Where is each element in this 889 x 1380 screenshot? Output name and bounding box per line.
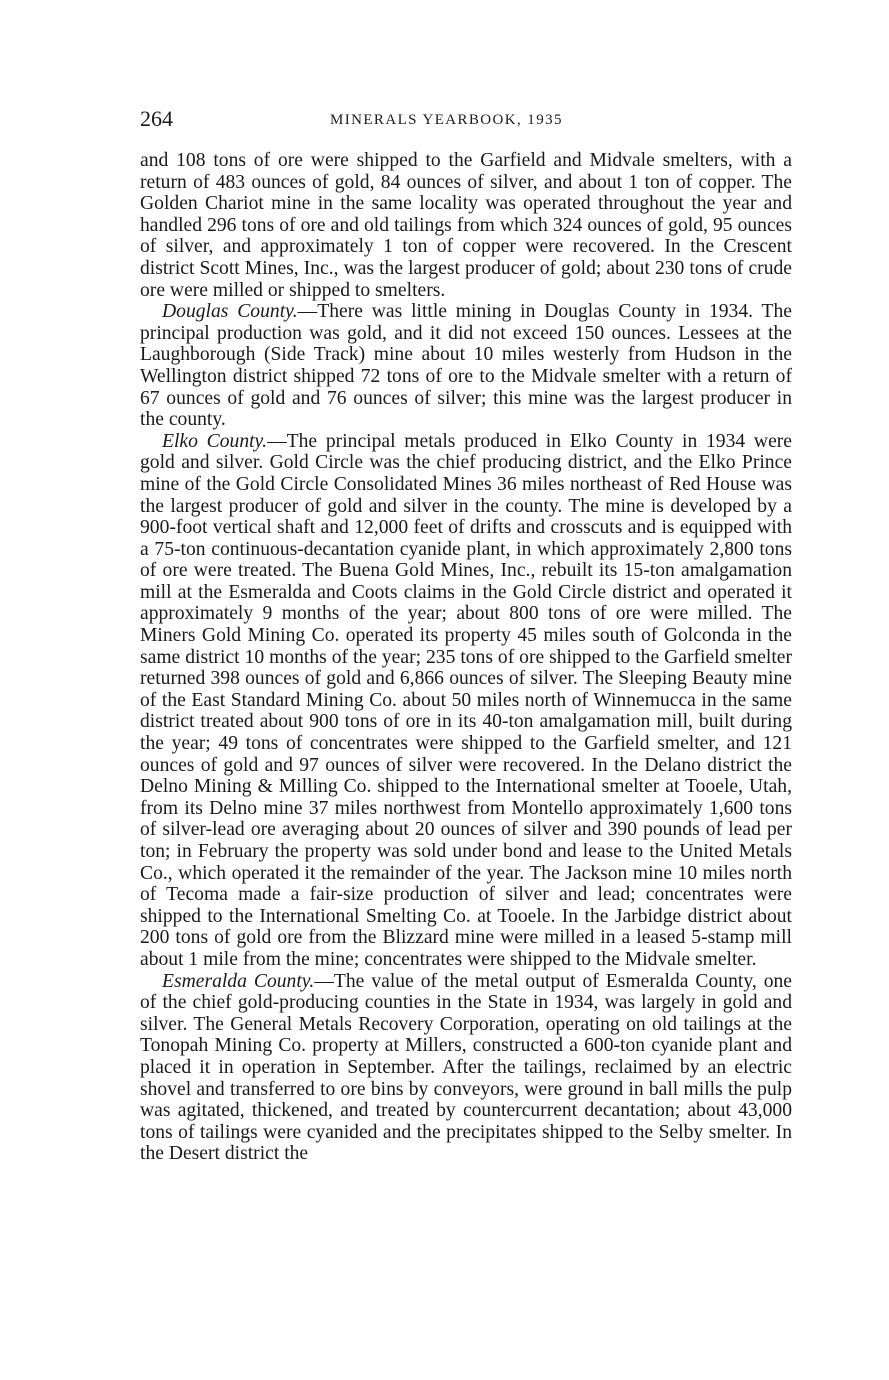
page-number: 264 (140, 106, 173, 131)
paragraph-text: —The value of the metal output of Esmeralda County, one of the chief gold-producing counties in the State in 1934, was largely in gold and silver. The General Metals Recovery Corporation, operating on old tailings at the Tonopah Mining Co. property at Millers, constructed a 600-ton cyanide plant and placed it in operation in September. After the tailings, reclaimed by an electric shovel and transferred to ore bins by conveyors, were ground in ball mills the pulp was agitated, thickened, and treated by countercurrent decantation; about 43,000 tons of tailings were cyanided and the precipitates shipped to the Selby smelter. In the Desert district the (140, 970, 792, 1165)
county-heading: Elko County. (162, 430, 268, 452)
paragraph-text: —There was little mining in Douglas County in 1934. The principal production was gold, and it did not exceed 150 ounces. Lessees at the Laughborough (Side Track) mine about 10 miles westerly from Hudson in the Wellington district shipped 72 tons of ore to the Midvale smelter with a return of 67 ounces of gold and 76 ounces of silver; this mine was the largest producer in the county. (140, 301, 792, 431)
paragraph-douglas-county (140, 301, 792, 431)
paragraph-text: —The principal metals produced in Elko County in 1934 were gold and silver. Gold Circle was the chief producing district, and the Elko Prince mine of the Gold Circle Consolidated Mines 36 miles northeast of Red House was the largest producer of gold and silver in the county. The mine is developed by a 900-foot vertical shaft and 12,000 feet of drifts and crosscuts and is equipped with a 75-ton continuous-decantation cyanide plant, in which approximately 2,800 tons of ore were treated. The Buena Gold Mines, Inc., rebuilt its 15-ton amalgamation mill at the Esmeralda and Coots claims in the Gold Circle district and operated it approximately 9 months of the year; about 800 tons of ore were milled. The Miners Gold Mining Co. operated its property 45 miles south of Golconda in the same district 10 months of the year; 235 tons of ore shipped to the Garfield smelter returned 398 ounces of gold and 6,866 ounces of silver. The Sleeping Beauty mine of the East Standard Mining Co. about 50 miles north of Winnemucca in the same district treated about 900 tons of ore in its 40-ton amalgamation mill, built during the year; 49 tons of concentrates were shipped to the Garfield smelter, and 121 ounces of gold and 97 ounces of silver were recovered. In the Delano district the Delno Mining & Milling Co. shipped to the International smelter at Tooele, Utah, from its Delno mine 37 miles northwest from Montello approximately 1,600 tons of silver-lead ore averaging about 20 ounces of silver and 390 pounds of lead per ton; in February the property was sold under bond and lease to the United Metals Co., which operated it the remainder of the year. The Jackson mine 10 miles north of Tecoma made a fair-size production of silver and lead; concentrates were shipped to the International Smelting Co. at Tooele. In the Jarbidge district about 200 tons of gold ore from the Blizzard mine were milled in a leased 5-stamp mill about 1 mile from the mine; concentrates were shipped to the Midvale smelter. (140, 430, 792, 970)
paragraph-text: and 108 tons of ore were shipped to the Garfield and Midvale smelters, with a return of 483 ounces of gold, 84 ounces of silver, and about 1 ton of copper. The Golden Chariot mine in the same locality was operated throughout the year and handled 296 tons of ore and old tailings from which 324 ounces of gold, 95 ounces of silver, and approximately 1 ton of copper were recovered. In the Crescent district Scott Mines, Inc., was the largest producer of gold; about 230 tons of crude ore were milled or shipped to smelters. (140, 150, 792, 301)
paragraph-elko-county (140, 431, 792, 971)
county-heading: Douglas County. (162, 301, 298, 323)
running-title: MINERALS YEARBOOK, 1935 (330, 112, 563, 128)
paragraph-esmeralda-county (140, 971, 792, 1165)
running-head (140, 106, 790, 136)
county-heading: Esmeralda County. (162, 970, 315, 992)
paragraph-continuation (140, 150, 792, 301)
body-text (140, 150, 792, 1165)
